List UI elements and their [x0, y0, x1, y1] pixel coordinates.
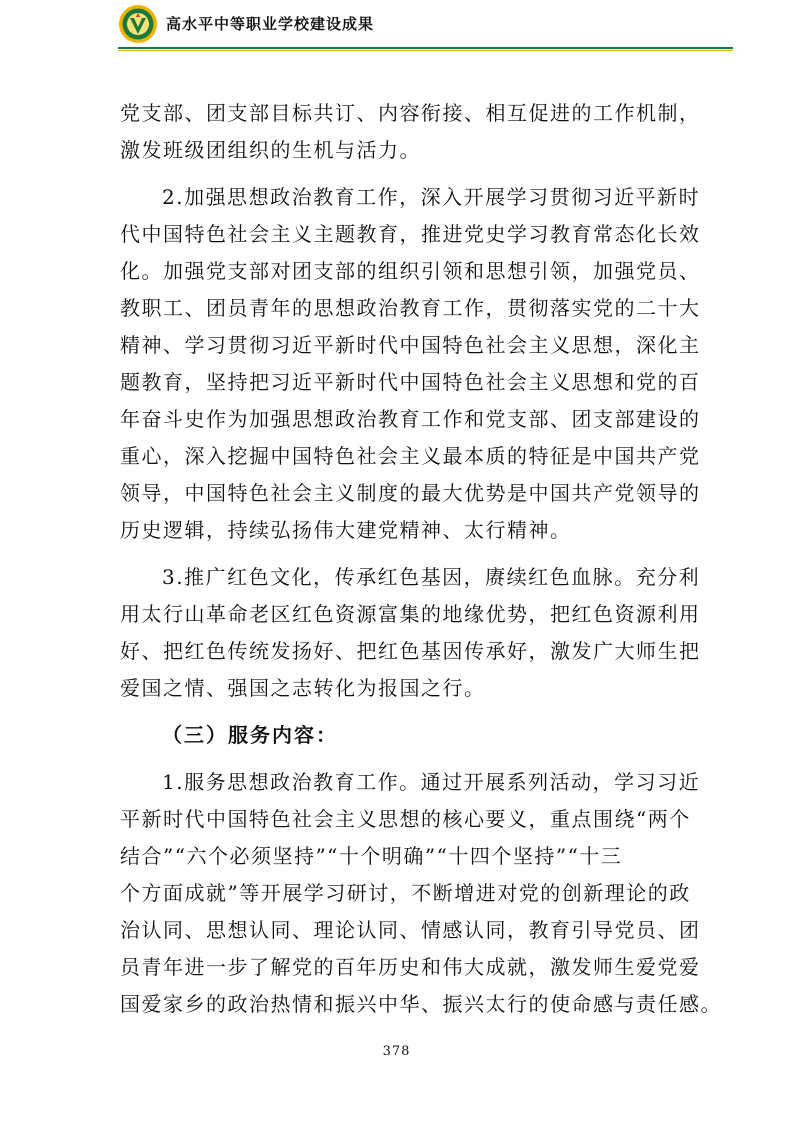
header-divider: [118, 47, 733, 49]
text-line: 题教育，坚持把习近平新时代中国特色社会主义思想和党的百: [120, 370, 701, 394]
text-line: 化。加强党支部对团支部的组织引领和思想引领，加强党员、: [120, 259, 701, 283]
paragraph: [120, 764, 740, 1023]
paragraph: [120, 95, 740, 169]
text-line: 领导，中国特色社会主义制度的最大优势是中国共产党领导的: [120, 481, 701, 505]
text-line: 平新时代中国特色社会主义思想的核心要义，重点围绕“两个: [120, 807, 691, 831]
text-line: 重心，深入挖掘中国特色社会主义最本质的特征是中国共产党: [120, 444, 701, 468]
page-number: 378: [382, 1044, 411, 1059]
text-line: 爱国之情、强国之志转化为报国之行。: [120, 676, 486, 700]
paragraph: [120, 559, 740, 707]
section-heading: [120, 717, 740, 754]
text-line: 治认同、思想认同、理论认同、情感认同，教育引导党员、团: [120, 918, 701, 942]
text-line: 历史逻辑，持续弘扬伟大建党精神、太行精神。: [120, 518, 572, 542]
text-line: 教职工、团员青年的思想政治教育工作，贯彻落实党的二十大: [120, 296, 701, 320]
text-line: （三）服务内容：: [162, 723, 338, 747]
text-line: 代中国特色社会主义主题教育，推进党史学习教育常态化长效: [120, 222, 701, 246]
school-logo-icon: [118, 4, 158, 44]
header-title: 高水平中等职业学校建设成果: [166, 15, 375, 33]
text-line: 员青年进一步了解党的百年历史和伟大成就，激发师生爱党爱: [120, 955, 701, 979]
page-header: [0, 0, 793, 44]
text-line: 国爱家乡的政治热情和振兴中华、振兴太行的使命感与责任感。: [120, 992, 722, 1016]
text-line: 精神、学习贯彻习近平新时代中国特色社会主义思想，深化主: [120, 333, 701, 357]
text-line: 结合”“六个必须坚持”“十个明确”“十四个坚持”“十三: [120, 844, 623, 868]
text-line: 用太行山革命老区红色资源富集的地缘优势，把红色资源利用: [120, 602, 701, 626]
text-line: 激发班级团组织的生机与活力。: [120, 138, 421, 162]
document-body: [120, 95, 740, 1023]
text-line: 好、把红色传统发扬好、把红色基因传承好，激发广大师生把: [120, 639, 701, 663]
text-line: 2.加强思想政治教育工作，深入开展学习贯彻习近平新时: [162, 185, 701, 209]
paragraph: [120, 179, 740, 549]
text-line: 个方面成就”等开展学习研讨，不断增进对党的创新理论的政: [120, 881, 691, 905]
text-line: 年奋斗史作为加强思想政治教育工作和党支部、团支部建设的: [120, 407, 701, 431]
text-line: 1.服务思想政治教育工作。通过开展系列活动，学习习近: [162, 770, 701, 794]
text-line: 3.推广红色文化，传承红色基因，赓续红色血脉。充分利: [162, 565, 701, 589]
header-divider-accent: [118, 50, 733, 51]
text-line: 党支部、团支部目标共订、内容衔接、相互促进的工作机制，: [120, 101, 701, 125]
